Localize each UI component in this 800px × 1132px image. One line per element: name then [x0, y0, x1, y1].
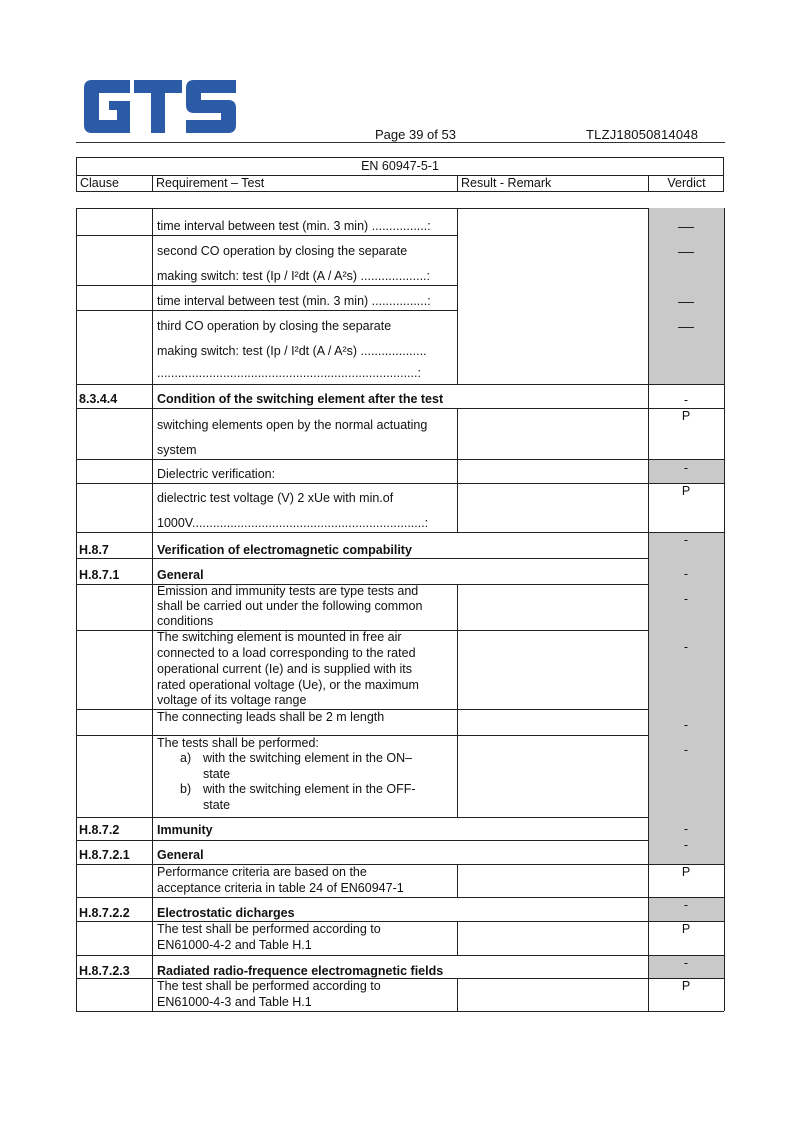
- requirement-text: system: [157, 443, 197, 457]
- requirement-text: The test shall be performed according to: [157, 922, 381, 936]
- requirement-text: Performance criteria are based on the: [157, 865, 367, 879]
- table-header: [76, 157, 724, 192]
- row-divider: [76, 459, 724, 460]
- row-divider: [76, 208, 648, 209]
- requirement-text: shall be carried out under the following common: [157, 599, 423, 613]
- section-title: Immunity: [157, 823, 213, 837]
- verdict-na-dash: [678, 302, 694, 303]
- column-divider: [457, 978, 458, 1011]
- verdict: -: [683, 898, 689, 912]
- requirement-text: The tests shall be performed:: [157, 736, 319, 750]
- requirement-text: ...........................................................................:: [157, 366, 421, 380]
- verdict: -: [683, 956, 689, 970]
- row-divider: [76, 285, 457, 286]
- row-divider: [76, 408, 724, 409]
- row-divider: [76, 310, 457, 311]
- header-rule: [76, 142, 725, 143]
- verdict-na-dash: [678, 252, 694, 253]
- verdict: -: [683, 718, 689, 732]
- row-divider: [76, 483, 724, 484]
- row-divider: [76, 817, 648, 818]
- column-divider: [457, 864, 458, 897]
- verdict-na-dash: [678, 327, 694, 328]
- requirement-text: making switch: test (Ip / I²dt (A / A²s) ...................: [157, 344, 427, 358]
- requirement-text: second CO operation by closing the separate: [157, 244, 408, 258]
- verdict: P: [681, 922, 691, 936]
- section-title: Radiated radio-frequence electromagnetic fields: [157, 964, 444, 978]
- verdict: P: [681, 409, 691, 423]
- table-border-right: [724, 208, 725, 1011]
- verdict: -: [683, 822, 689, 836]
- clause-number: H.8.7.1: [79, 568, 120, 582]
- verdict: -: [683, 640, 689, 654]
- clause-number: 8.3.4.4: [79, 392, 118, 406]
- verdict-grey-block: [648, 208, 724, 384]
- requirement-text: rated operational voltage (Ue), or the maximum: [157, 678, 419, 692]
- verdict: P: [681, 979, 691, 993]
- clause-number: H.8.7.2.1: [79, 848, 130, 862]
- requirement-text: Emission and immunity tests are type tests and: [157, 584, 419, 598]
- row-divider: [76, 955, 724, 956]
- clause-number: H.8.7.2: [79, 823, 120, 837]
- list-marker: b): [180, 782, 192, 796]
- requirement-text: The test shall be performed according to: [157, 979, 381, 993]
- requirement-text: dielectric test voltage (V) 2 xUe with min.of: [157, 491, 394, 505]
- row-divider: [76, 235, 457, 236]
- requirement-text: acceptance criteria in table 24 of EN60947-1: [157, 881, 404, 895]
- requirement-text: voltage of its voltage range: [157, 693, 307, 707]
- row-divider: [76, 897, 724, 898]
- column-header-clause: Clause: [77, 175, 153, 192]
- verdict: -: [683, 533, 689, 547]
- column-header-result: Result - Remark: [458, 175, 649, 192]
- verdict: -: [683, 592, 689, 606]
- list-item-text: state: [203, 798, 231, 812]
- column-header-verdict: Verdict: [667, 176, 706, 190]
- column-divider: [457, 584, 458, 817]
- clause-number: H.8.7.2.2: [79, 906, 130, 920]
- section-title: General: [157, 848, 204, 862]
- requirement-text: time interval between test (min. 3 min) ................:: [157, 294, 431, 308]
- requirement-text: connected to a load corresponding to the rated: [157, 646, 416, 660]
- verdict: -: [683, 838, 689, 852]
- section-title: Electrostatic dicharges: [157, 906, 295, 920]
- table-border-left: [76, 208, 77, 1011]
- verdict: P: [681, 484, 691, 498]
- requirement-text: switching elements open by the normal actuating: [157, 418, 428, 432]
- column-divider: [457, 408, 458, 532]
- requirement-text: conditions: [157, 614, 214, 628]
- column-divider: [648, 208, 649, 1011]
- row-divider: [76, 532, 724, 533]
- requirement-text: EN61000-4-2 and Table H.1: [157, 938, 312, 952]
- verdict-grey-block: [648, 532, 724, 864]
- row-divider: [76, 840, 648, 841]
- verdict: P: [681, 865, 691, 879]
- list-item-text: state: [203, 767, 231, 781]
- clause-number: H.8.7.2.3: [79, 964, 130, 978]
- section-title: Condition of the switching element after the test: [157, 392, 444, 406]
- page-number: Page 39 of 53: [375, 127, 456, 142]
- requirement-text: third CO operation by closing the separate: [157, 319, 392, 333]
- requirement-text: The connecting leads shall be 2 m length: [157, 710, 385, 724]
- section-title: Verification of electromagnetic compability: [157, 543, 412, 557]
- requirement-text: 1000V...................................................................:: [157, 516, 429, 530]
- requirement-text: time interval between test (min. 3 min) ................:: [157, 219, 431, 233]
- requirement-text: making switch: test (Ip / I²dt (A / A²s) ...................:: [157, 269, 430, 283]
- standard-title: EN 60947-5-1: [77, 158, 723, 176]
- list-marker: a): [180, 751, 192, 765]
- requirement-text: The switching element is mounted in free air: [157, 630, 402, 644]
- row-divider: [76, 558, 648, 559]
- requirement-text: EN61000-4-3 and Table H.1: [157, 995, 312, 1009]
- list-item-text: with the switching element in the OFF-: [203, 782, 416, 796]
- column-divider: [457, 921, 458, 955]
- report-id: TLZJ18050814048: [586, 127, 699, 142]
- list-item-text: with the switching element in the ON–: [203, 751, 413, 765]
- table-border-bottom: [76, 1011, 724, 1012]
- verdict-na-dash: [678, 227, 694, 228]
- column-header-requirement: Requirement – Test: [153, 175, 458, 192]
- section-title: General: [157, 568, 204, 582]
- requirement-text: operational current (Ie) and is supplied with its: [157, 662, 412, 676]
- verdict: -: [683, 393, 689, 407]
- column-divider: [152, 208, 153, 1011]
- verdict: -: [683, 743, 689, 757]
- gts-logo: [84, 80, 236, 133]
- verdict: -: [683, 567, 689, 581]
- verdict: -: [683, 461, 689, 475]
- row-divider: [76, 384, 724, 385]
- clause-number: H.8.7: [79, 543, 109, 557]
- requirement-text: Dielectric verification:: [157, 467, 276, 481]
- gts-logo-icon: [84, 80, 236, 133]
- column-divider: [457, 208, 458, 384]
